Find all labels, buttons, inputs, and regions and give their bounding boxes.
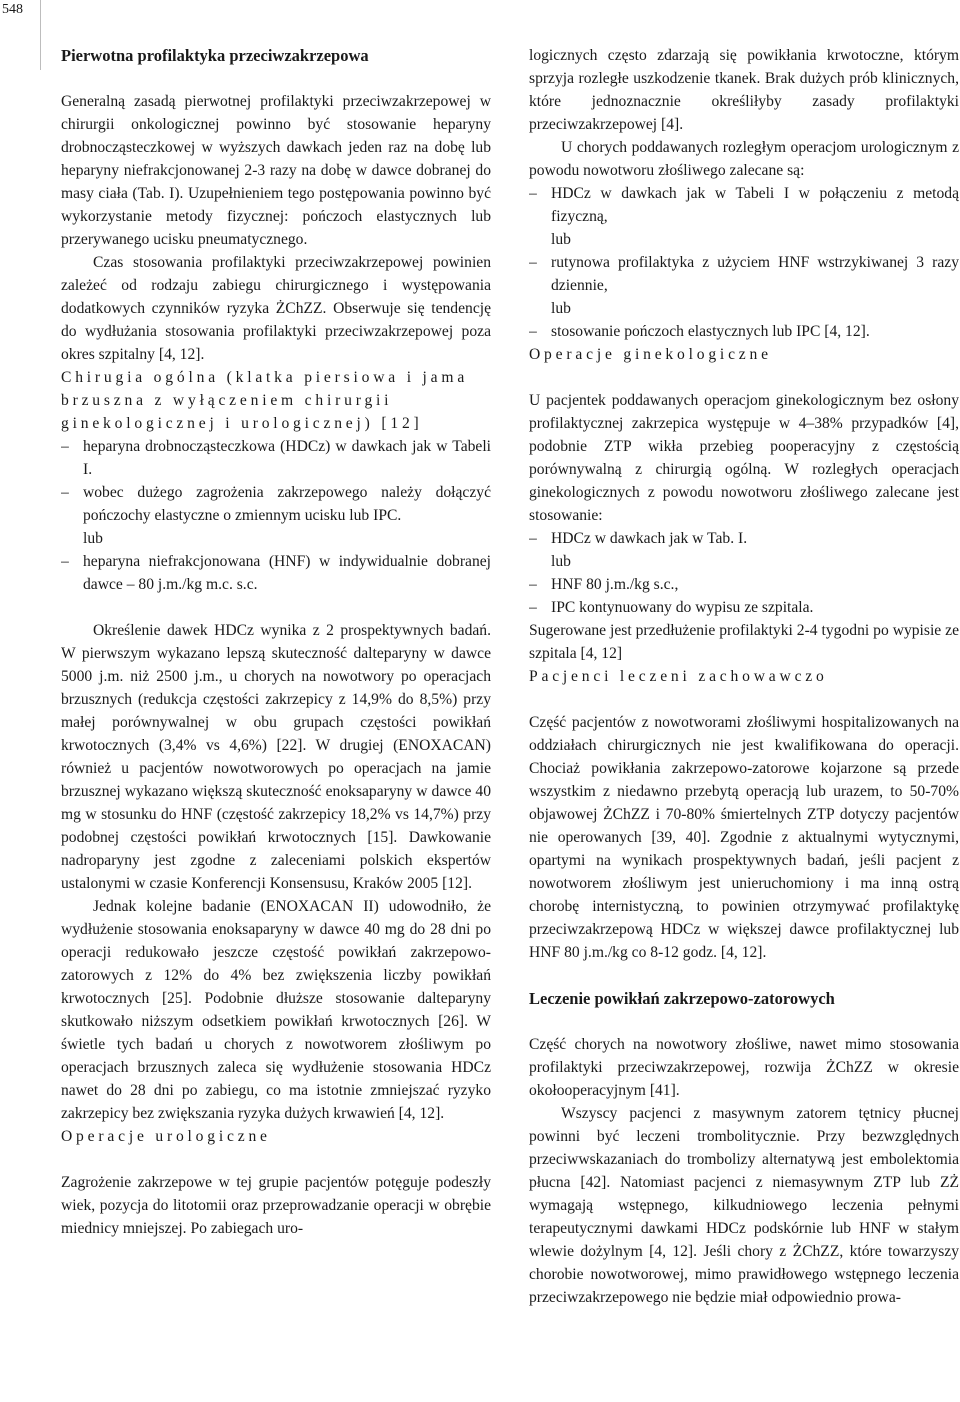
- list-item: – HDCz w dawkach jak w Tabeli I w połączeniu z metodą fizyczną,: [529, 182, 959, 228]
- heading-gynecology: Operacje ginekologiczne: [529, 346, 772, 363]
- list-item: – heparyna drobnocząsteczkowa (HDCz) w dawkach jak w Tabeli I.: [61, 435, 491, 481]
- heading-treatment: Leczenie powikłań zakrzepowo-zatorowych: [529, 989, 835, 1008]
- paragraph: Generalną zasadą pierwotnej profilaktyki przeciwzakrzepowej w chirurgii onkologicznej powinno być stosowanie heparyny drobnocząsteczkowej w wyższych dawkach jeden raz na dobę lub heparyny niefrakcjonowanej 2-3 razy na dobę w dawce dobranej do masy ciała (Tab. I). Uzupełnieniem tego postępowania powinno być wykorzystanie metody fizycznej: pończoch elastycznych lub przerywanego ucisku pneumatycznego.: [61, 93, 491, 248]
- heading-urology: Operacje urologiczne: [61, 1128, 271, 1145]
- list-item: – HNF 80 j.m./kg s.c.,: [529, 573, 959, 596]
- paragraph: U pacjentek poddawanych operacjom ginekologicznym bez osłony profilaktycznej zakrzepica występuje w 4–38% przypadków [4], podobnie ZTP wikła przebieg pooperacyjny z częstością porównywalną z chirurgią ogólną. W rozległych operacjach ginekologicznych z powodu nowotworu złośliwego zalecane jest stosowanie:: [529, 392, 959, 524]
- paragraph: Jednak kolejne badanie (ENOXACAN II) udowodniło, że wydłużenie stosowania enoksaparyny w dawce 40 mg do 28 dni po operacji redukowało jeszcze częstość powikłań zakrzepowo-zatorowych z 12% do 4% bez zwiększenia liczby powikłań krwotocznych [25]. Podobnie dłuższe stosowanie dalteparyny skutkowało niższym odsetkiem powikłań krwotocznych [26]. W świetle tych badań u chorych z nowotworem złośliwym po operacjach brzusznych zaleca się wydłużenie stosowania HDCz nawet do 28 dni po zabiegu, co ma istotnie zmniejszać ryzyko zakrzepicy bez zwiększania ryzyka dużych krwawień [4, 12].: [61, 898, 491, 1122]
- paragraph: Część pacjentów z nowotworami złośliwymi hospitalizowanych na oddziałach chirurgicznych nie jest kwalifikowana do operacji. Chociaż powikłania zakrzepowo-zatorowe kojarzone są przede wszystkim z niedawno przebytą operacją lub urazem, to 50-70% objawowej ŻChZZ i 70-80% śmiertelnych ZTP dotyczy pacjentów nie operowanych [39, 40]. Zgodnie z aktualnymi wytycznymi, opartymi na wynikach prospektywnych badań, jeśli pacjent z nowotworem złośliwym jest unieruchomiony i ma inną ostrą chorobę internistyczną, to powinien otrzymywać profilaktykę przeciwzakrzepową HDCz w większej dawce profilaktycznej lub HNF 80 j.m./kg co 8-12 godz. [4, 12].: [529, 714, 959, 961]
- paragraph: Wszyscy pacjenci z masywnym zatorem tętnicy płucnej powinni być leczeni trombolitycznie. Przy bezwzględnych przeciwwskazaniach do trombolizy alternatywą jest embolektomia płucna [42]. Natomiast pacjenci z niemasywnym ZTP lub ZŻ wymagają wstępnego, kilkudniowego leczenia pełnymi terapeutycznymi dawkami HDCz podskórnie lub HNF w stałym wlewie dożylnym [4, 12]. Jeśli chory z ŻChZZ, które towarzyszy chorobie nowotworowej, mimo prawidłowego wstępnego leczenia przeciwzakrzepowego nie będzie miał odpowiednio prowa-: [529, 1105, 959, 1306]
- paragraph: Sugerowane jest przedłużenie profilaktyki 2-4 tygodni po wypisie ze szpitala [4, 12]: [529, 622, 959, 662]
- list-item: – stosowanie pończoch elastycznych lub IPC [4, 12].: [529, 320, 959, 343]
- list-connector: lub: [83, 530, 103, 547]
- page-number: 548: [2, 2, 23, 17]
- heading-primary-prophylaxis: Pierwotna profilaktyka przeciwzakrzepowa: [61, 46, 369, 65]
- list-gynecology: [529, 527, 959, 619]
- paragraph: Zagrożenie zakrzepowe w tej grupie pacjentów potęguje podeszły wiek, pozycja do litotomii oraz przeprowadzanie operacji w obrębie miednicy mniejszej. Po zabiegach uro-: [61, 1174, 491, 1237]
- heading-general-surgery: Chirugia ogólna (klatka piersiowa i jama brzuszna z wyłączeniem chirurgii ginekologicznej i urologicznej) [12]: [61, 369, 469, 432]
- list-item: – HDCz w dawkach jak w Tab. I.: [529, 527, 959, 550]
- list-item: – wobec dużego zagrożenia zakrzepowego należy dołączyć pończochy elastyczne o zmiennym ucisku lub IPC.: [61, 481, 491, 527]
- heading-conservative: Pacjenci leczeni zachowawczo: [529, 668, 828, 685]
- list-connector: lub: [551, 231, 571, 248]
- list-connector: lub: [551, 300, 571, 317]
- paragraph: U chorych poddawanych rozległym operacjom urologicznym z powodu nowotworu złośliwego zalecane są:: [529, 139, 959, 179]
- paragraph: Część chorych na nowotwory złośliwe, nawet mimo stosowania profilaktyki przeciwzakrzepowej, rozwija ŻChZZ w okresie okołooperacyjnym [41].: [529, 1036, 959, 1099]
- left-column: [61, 44, 491, 1402]
- right-column: [529, 44, 959, 1402]
- margin-rule: [40, 0, 41, 70]
- paragraph: Określenie dawek HDCz wynika z 2 prospektywnych badań. W pierwszym wykazano lepszą skuteczność dalteparyny w dawce 5000 j.m. niż 2500 j.m., u chorych na nowotwory po operacjach brzusznych (redukcja częstości zakrzepicy z 14,9% do 8,5%) przy małej porównywalnej w obu grupach częstości powikłań krwotocznych (3,4% vs 4,6%) [22]. W drugiej (ENOXACAN) również u pacjentów nowotworowych po operacjach na jamie brzusznej wykazano większą skuteczność enoksaparyny w dawce 40 mg w stosunku do HNF (częstość zakrzepicy 18,2% vs 14,7%) przy podobnej częstości powikłań krwotocznych [15]. Dawkowanie nadroparyny jest zgodne z zaleceniami polskich ekspertów ustalonymi w czasie Konferencji Konsensusu, Kraków 2005 [12].: [61, 622, 491, 892]
- list-urology: [529, 182, 959, 343]
- list-general-surgery: [61, 435, 491, 596]
- paragraph: logicznych często zdarzają się powikłania krwotoczne, którym sprzyja rozległe uszkodzenie tkanek. Brak dużych prób klinicznych, które jednoznacznie określiłyby zasady profilaktyki przeciwzakrzepowej [4].: [529, 47, 959, 133]
- list-connector: lub: [551, 553, 571, 570]
- list-item: – IPC kontynuowany do wypisu ze szpitala.: [529, 596, 959, 619]
- paragraph: Czas stosowania profilaktyki przeciwzakrzepowej powinien zależeć od rodzaju zabiegu chirurgicznego i występowania dodatkowych czynników ryzyka ŻChZZ. Obserwuje się tendencję do wydłużania stosowania profilaktyki przeciwzakrzepowej poza okres szpitalny [4, 12].: [61, 254, 491, 363]
- list-item: – heparyna niefrakcjonowana (HNF) w indywidualnie dobranej dawce – 80 j.m./kg m.c. s.c.: [61, 550, 491, 596]
- list-item: – rutynowa profilaktyka z użyciem HNF wstrzykiwanej 3 razy dziennie,: [529, 251, 959, 297]
